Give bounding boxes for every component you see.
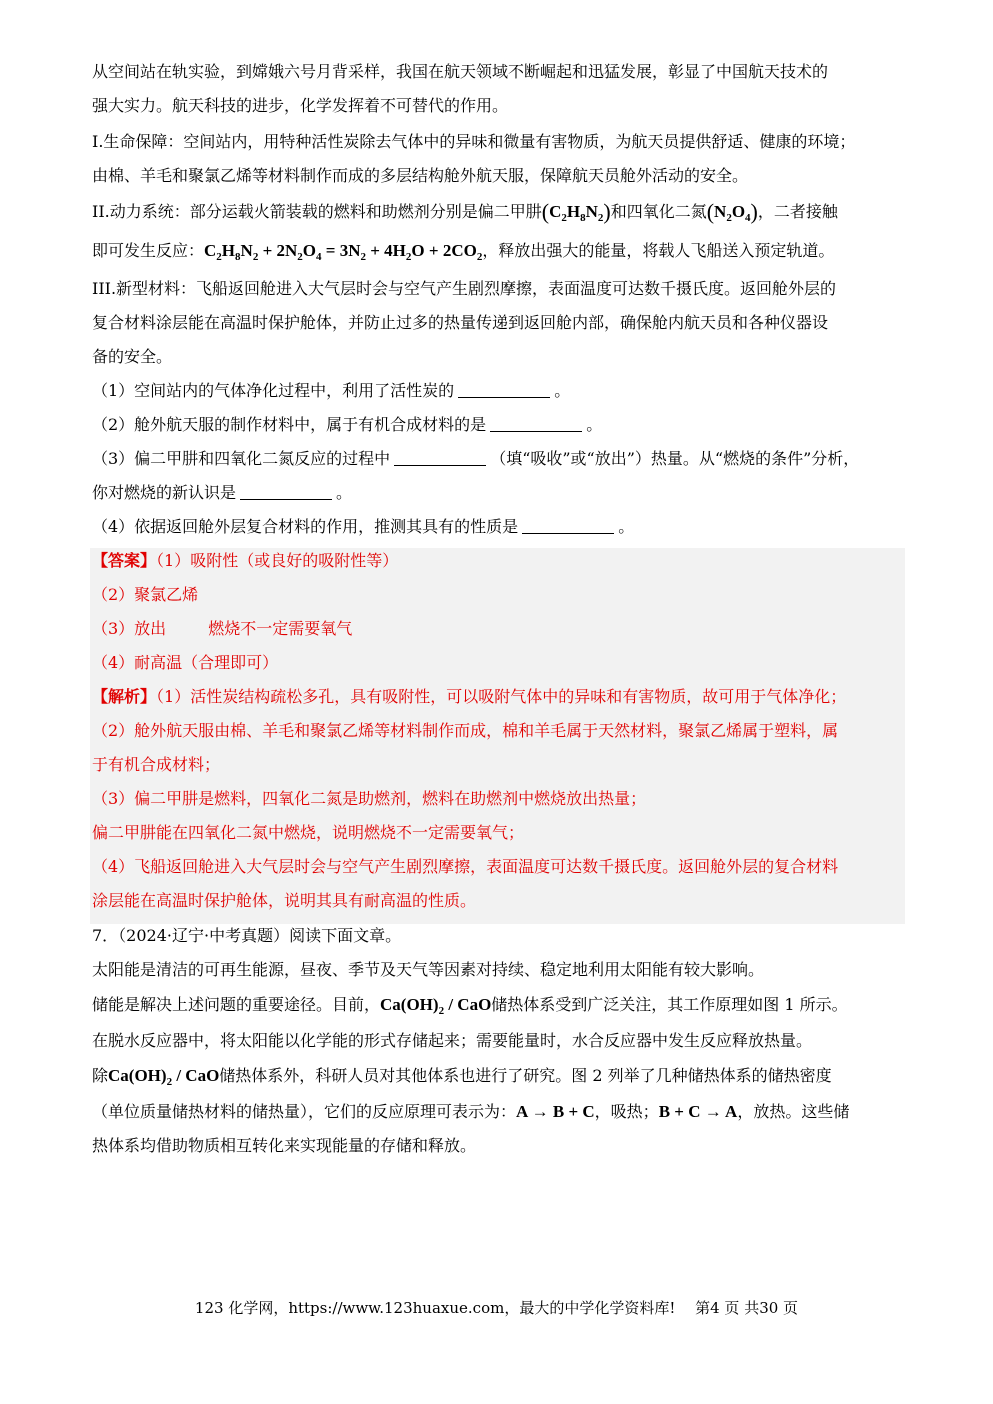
passage-line: 强大实力。航天科技的进步，化学发挥着不可替代的作用。 (92, 96, 509, 115)
formula-combination: B + C → A (658, 1102, 738, 1121)
answer-blank[interactable] (522, 519, 614, 534)
passage-line-II: 即可发生反应：$C_2H_8N_2 + 2N_2O_4 = 3N_2 + 4H_2O + 2CO_2$，释放出强大的能量，将载人飞船送入预定轨道。 (92, 241, 835, 263)
formula-caoh2-cao: $Ca(OH)_2$ / CaO (380, 995, 492, 1017)
formula-decomposition: A → B + C (516, 1102, 595, 1121)
answer-line: （2）聚氯乙烯 (92, 585, 199, 604)
passage-line-I: I.生命保障：空间站内，用特种活性炭除去气体中的异味和微量有害物质，为航天员提供舒适、健康的环境； (92, 132, 856, 151)
q7-passage-line: 太阳能是清洁的可再生能源，昼夜、季节及天气等因素对持续、稳定地利用太阳能有较大影响。 (92, 960, 765, 979)
answer-blank[interactable] (240, 485, 332, 500)
analysis-line: 【解析】（1）活性炭结构疏松多孔，具有吸附性，可以吸附气体中的异味和有害物质，故可用于气体净化； (92, 687, 847, 706)
answer-label: 【答案】 (92, 551, 157, 570)
q7-passage-line: 储能是解决上述问题的重要途径。目前，$Ca(OH)_2$ / CaO储热体系受到广泛关注，其工作原理如图 1 所示。 (92, 995, 848, 1017)
passage-line-III: 复合材料涂层能在高温时保护舱体，并防止过多的热量传递到返回舱内部，确保舱内航天员和各种仪器设 (92, 313, 829, 332)
question-7-title: 7．（2024·辽宁·中考真题）阅读下面文章。 (92, 926, 402, 945)
reaction-equation: $C_2H_8N_2 + 2N_2O_4 = 3N_2 + 4H_2O + 2CO_2$ (204, 241, 483, 263)
question-3: （3）偏二甲肼和四氧化二氮反应的过程中 （填“吸收”或“放出”）热量。从“燃烧的条件”分析， (92, 449, 860, 468)
q7-passage-line: 除$Ca(OH)_2$ / CaO储热体系外，科研人员对其他体系也进行了研究。图 2 列举了几种储热体系的储热密度 (92, 1066, 832, 1088)
question-1: （1）空间站内的气体净化过程中，利用了活性炭的 。 (92, 381, 571, 400)
analysis-line: （2）舱外航天服由棉、羊毛和聚氯乙烯等材料制作而成，棉和羊毛属于天然材料，聚氯乙烯属于塑料，属 (92, 721, 839, 740)
analysis-line: 偏二甲肼能在四氧化二氮中燃烧，说明燃烧不一定需要氧气； (92, 823, 525, 842)
passage-line-I: 由棉、羊毛和聚氯乙烯等材料制作而成的多层结构舱外航天服，保障航天员舱外活动的安全。 (92, 166, 749, 185)
q7-passage-line: （单位质量储热材料的储热量），它们的反应原理可表示为：A → B + C，吸热；B + C → A，放热。这些储 (92, 1102, 850, 1121)
answer-blank[interactable] (490, 417, 582, 432)
answer-line: （4）耐高温（合理即可） (92, 653, 279, 672)
question-2: （2）舱外航天服的制作材料中，属于有机合成材料的是 。 (92, 415, 603, 434)
answer-blank[interactable] (394, 451, 486, 466)
passage-line-III: III.新型材料：飞船返回舱进入大气层时会与空气产生剧烈摩擦，表面温度可达数千摄氏度。返回舱外层的 (92, 279, 837, 298)
question-3-cont: 你对燃烧的新认识是 。 (92, 483, 353, 502)
analysis-label: 【解析】 (92, 687, 157, 706)
question-4: （4）依据返回舱外层复合材料的作用，推测其具有的性质是 。 (92, 517, 635, 536)
analysis-line: 涂层能在高温时保护舱体，说明其具有耐高温的性质。 (92, 891, 477, 910)
answer-blank[interactable] (458, 383, 550, 398)
answer-line: 【答案】（1）吸附性（或良好的吸附性等） (92, 551, 399, 570)
formula-n2o4: $(N_2O_4)$ (706, 199, 758, 224)
analysis-line: （3）偏二甲肼是燃料，四氧化二氮是助燃剂，燃料在助燃剂中燃烧放出热量； (92, 789, 647, 808)
q7-passage-line: 在脱水反应器中，将太阳能以化学能的形式存储起来；需要能量时，水合反应器中发生反应释放热量。 (92, 1031, 813, 1050)
passage-line-II: II.动力系统：部分运载火箭装载的燃料和助燃剂分别是偏二甲肼$(C_2H_8N_2)$和四氧化二氮$(N_2O_4)$，二者接触 (92, 199, 838, 224)
formula-udmh: $(C_2H_8N_2)$ (541, 199, 611, 224)
answer-line: （3）放出 燃烧不一定需要氧气 (92, 619, 353, 638)
passage-line-III: 备的安全。 (92, 347, 173, 366)
analysis-line: （4）飞船返回舱进入大气层时会与空气产生剧烈摩擦，表面温度可达数千摄氏度。返回舱外层的复合材料 (92, 857, 839, 876)
q7-passage-line: 热体系均借助物质相互转化来实现能量的存储和释放。 (92, 1136, 477, 1155)
formula-caoh2-cao: $Ca(OH)_2$ / CaO (108, 1066, 220, 1088)
analysis-line: 于有机合成材料； (92, 755, 221, 774)
passage-line: 从空间站在轨实验，到嫦娥六号月背采样，我国在航天领域不断崛起和迅猛发展，彰显了中国航天技术的 (92, 62, 829, 81)
page-footer: 123 化学网，https://www.123huaxue.com，最大的中学化学资料库! 第4 页 共30 页 (194, 1299, 799, 1317)
